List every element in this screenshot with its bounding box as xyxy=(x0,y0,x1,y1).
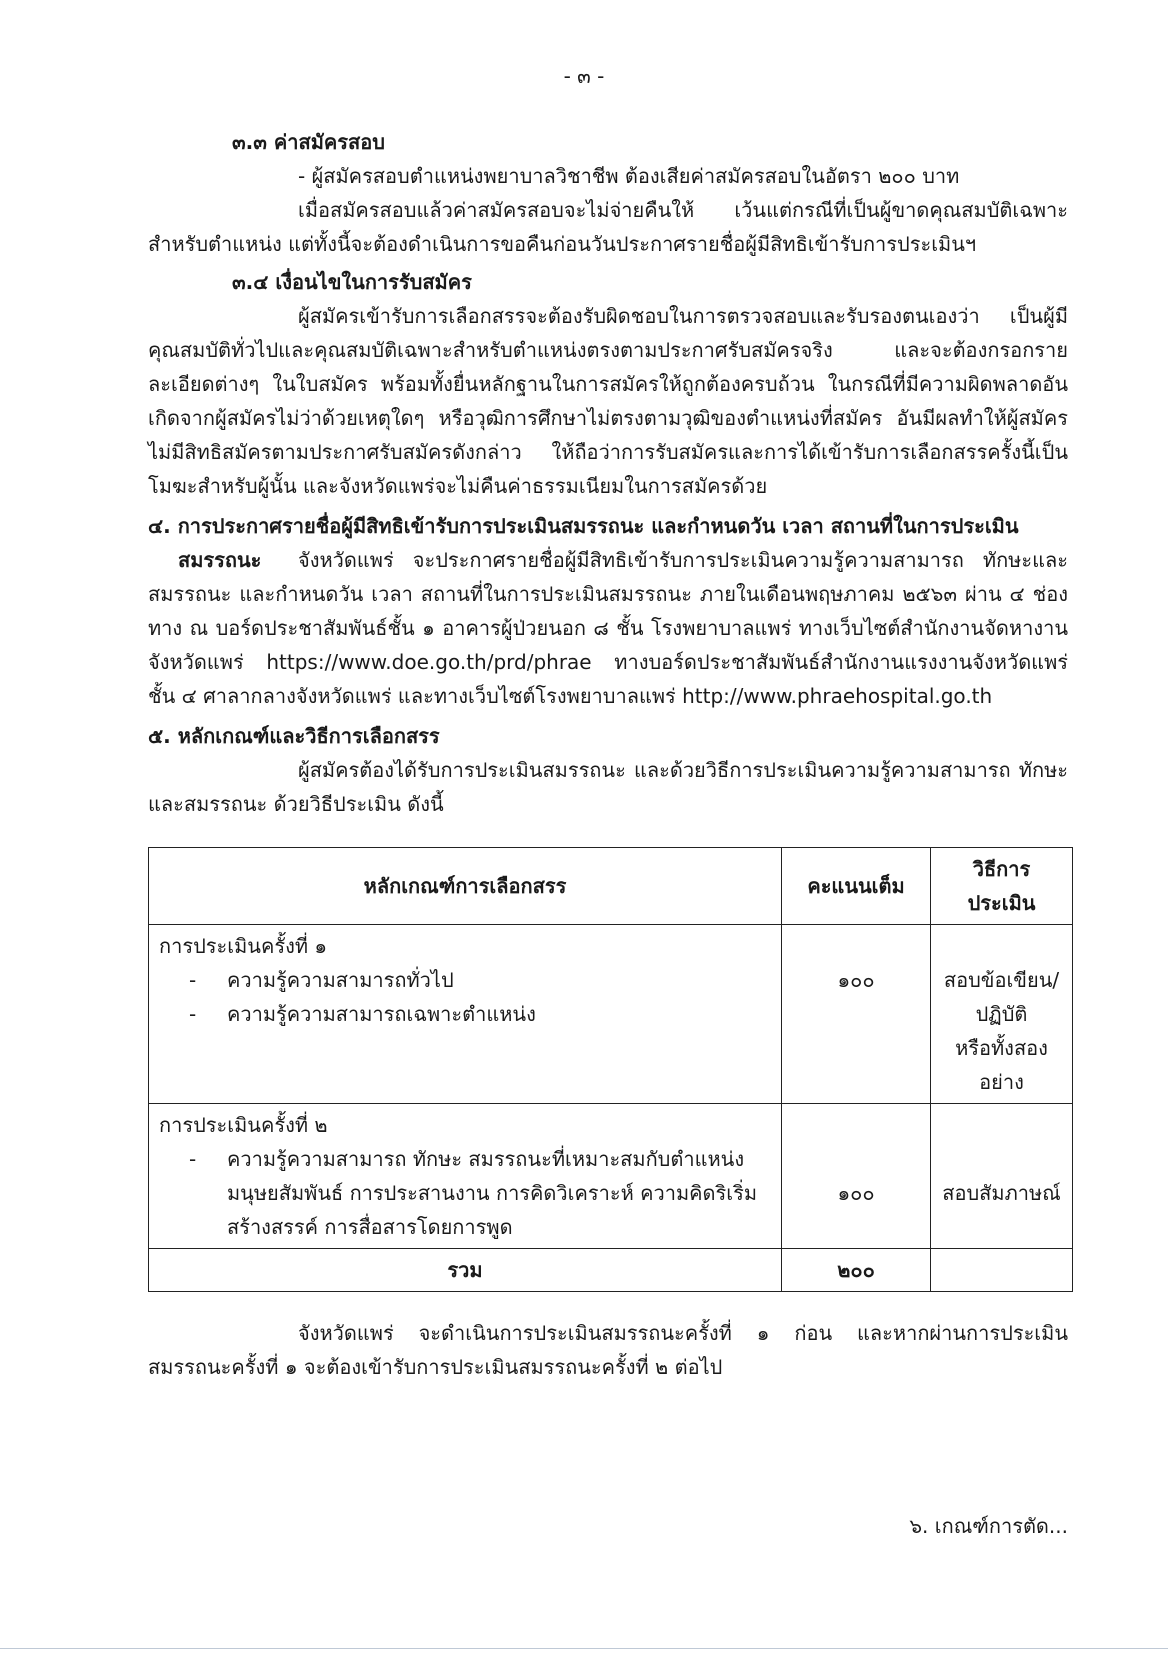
section-3-3-fee: - ผู้สมัครสอบตำแหน่งพยาบาลวิชาชีพ ต้องเสียค่าสมัครสอบในอัตรา ๒๐๐ บาท xyxy=(298,164,960,188)
bottom-divider xyxy=(0,1648,1168,1649)
table-total-row xyxy=(149,1249,1073,1292)
section-3-3-heading: ๓.๓ ค่าสมัครสอบ xyxy=(232,130,385,154)
total-label: รวม xyxy=(149,1249,782,1292)
table-row xyxy=(149,925,1073,1104)
total-method-empty xyxy=(931,1249,1073,1292)
section-4-paragraph: จังหวัดแพร่ จะประกาศรายชื่อผู้มีสิทธิเข้ารับการประเมินความรู้ความสามารถ ทักษะและสมรรถนะ และกำหนดวัน เวลา สถานที่ในการประเมินสมรรถนะ ภายในเดือนพฤษภาคม ๒๕๖๓ ผ่าน ๔ ช่องทาง ณ บอร์ดประชาสัมพันธ์ชั้น ๑ อาคารผู้ป่วยนอก ๘ ชั้น โรงพยาบาลแพร่ ทางเว็บไซต์สำนักงานจัดหางานจังหวัดแพร่ https://www.doe.go.th/prd/phrae ทางบอร์ดประชาสัมพันธ์สำนักงานแรงงานจังหวัดแพร่ ชั้น ๔ ศาลากลางจังหวัดแพร่ และทางเว็บไซต์โรงพยาบาลแพร่ http://www.phraehospital.go.th xyxy=(148,548,1068,708)
criteria-table xyxy=(148,847,1073,1292)
round2-item: - ความรู้ความสามารถ ทักษะ สมรรถนะที่เหมาะสมกับตำแหน่ง มนุษยสัมพันธ์ การประสานงาน การคิดวิเคราะห์ ความคิดริเริ่มสร้างสรรค์ การสื่อสารโดยการพูด xyxy=(159,1142,771,1244)
round1-method-line: สอบข้อเขียน/ xyxy=(943,968,1060,992)
round2-method: สอบสัมภาษณ์ xyxy=(931,1104,1073,1249)
header-full-score: คะแนนเต็ม xyxy=(782,848,931,925)
section-4-heading-line2: สมรรถนะ xyxy=(178,548,262,572)
total-score: ๒๐๐ xyxy=(782,1249,931,1292)
round1-item: - ความรู้ความสามารถทั่วไป xyxy=(159,963,771,997)
table-row xyxy=(149,1104,1073,1249)
section-5-heading: ๕. หลักเกณฑ์และวิธีการเลือกสรร xyxy=(148,724,440,748)
round1-title: การประเมินครั้งที่ ๑ xyxy=(159,934,328,958)
document-body xyxy=(148,125,1068,1384)
section-3-4-paragraph: ผู้สมัครเข้ารับการเลือกสรรจะต้องรับผิดชอบในการตรวจสอบและรับรองตนเองว่า เป็นผู้มีคุณสมบัติทั่วไปและคุณสมบัติเฉพาะสำหรับตำแหน่งตรงตามประกาศรับสมัครจริง และจะต้องกรอกรายละเอียดต่างๆ ในใบสมัคร พร้อมทั้งยื่นหลักฐานในการสมัครให้ถูกต้องครบถ้วน ในกรณีที่มีความผิดพลาดอันเกิดจากผู้สมัครไม่ว่าด้วยเหตุใดๆ หรือวุฒิการศึกษาไม่ตรงตามวุฒิของตำแหน่งที่สมัคร อันมีผลทำให้ผู้สมัครไม่มีสิทธิสมัครตามประกาศรับสมัครดังกล่าว ให้ถือว่าการรับสมัครและการได้เข้ารับการเลือกสรรครั้งนี้เป็นโมฆะสำหรับผู้นั้น และจังหวัดแพร่จะไม่คืนค่าธรรมเนียมในการสมัครด้วย xyxy=(148,304,1068,498)
round1-method-line: ปฏิบัติ xyxy=(975,1002,1028,1026)
header-method: วิธีการประเมิน xyxy=(931,848,1073,925)
round1-item: - ความรู้ความสามารถเฉพาะตำแหน่ง xyxy=(159,997,771,1031)
round2-title: การประเมินครั้งที่ ๒ xyxy=(159,1113,328,1137)
round1-score: ๑๐๐ xyxy=(782,925,931,1104)
section-4-heading-line1: ๔. การประกาศรายชื่อผู้มีสิทธิเข้ารับการประเมินสมรรถนะ และกำหนดวัน เวลา สถานที่ในการประเมิน xyxy=(148,514,1019,538)
round2-score: ๑๐๐ xyxy=(782,1104,931,1249)
header-criteria: หลักเกณฑ์การเลือกสรร xyxy=(149,848,782,925)
section-5-paragraph: ผู้สมัครต้องได้รับการประเมินสมรรถนะ และด้วยวิธีการประเมินความรู้ความสามารถ ทักษะและสมรรถนะ ด้วยวิธีประเมิน ดังนี้ xyxy=(148,758,1068,816)
next-page-catchword: ๖. เกณฑ์การตัด... xyxy=(909,1514,1068,1538)
round1-criteria xyxy=(149,925,782,1104)
round1-method-line: หรือทั้งสองอย่าง xyxy=(955,1036,1048,1094)
round1-method xyxy=(931,925,1073,1104)
section-3-3-refund: เมื่อสมัครสอบแล้วค่าสมัครสอบจะไม่จ่ายคืนให้ เว้นแต่กรณีที่เป็นผู้ขาดคุณสมบัติเฉพาะสำหรับตำแหน่ง แต่ทั้งนี้จะต้องดำเนินการขอคืนก่อนวันประกาศรายชื่อผู้มีสิทธิเข้ารับการประเมินฯ xyxy=(148,198,1068,256)
closing-paragraph: จังหวัดแพร่ จะดำเนินการประเมินสมรรถนะครั้งที่ ๑ ก่อน และหากผ่านการประเมินสมรรถนะครั้งที่ ๑ จะต้องเข้ารับการประเมินสมรรถนะครั้งที่ ๒ ต่อไป xyxy=(148,1321,1068,1379)
table-header-row xyxy=(149,848,1073,925)
page-number: - ๓ - xyxy=(563,64,605,88)
section-3-4-heading: ๓.๔ เงื่อนไขในการรับสมัคร xyxy=(232,270,472,294)
round2-criteria xyxy=(149,1104,782,1249)
